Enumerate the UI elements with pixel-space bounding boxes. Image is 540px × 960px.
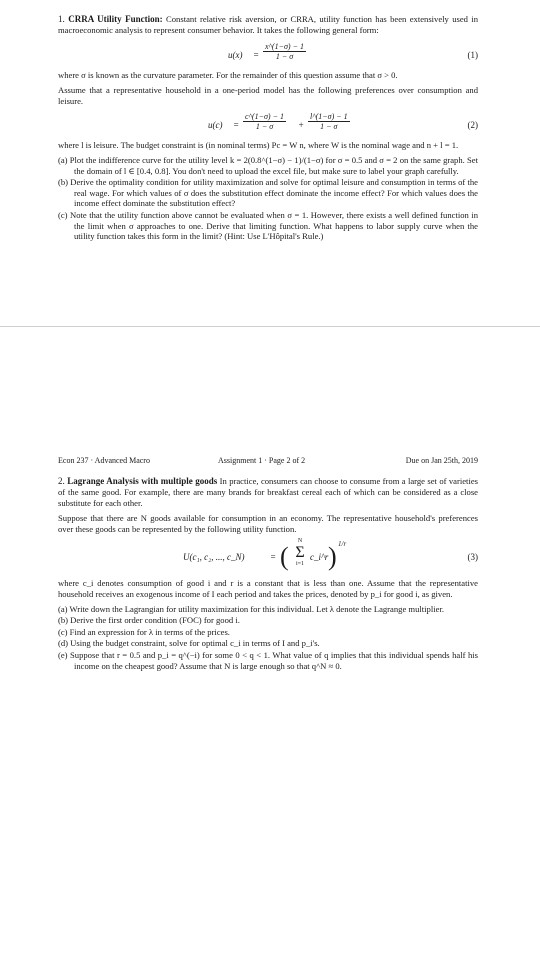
equation-2-tag: (2): [467, 120, 478, 131]
equation-1-tag: (1): [467, 49, 478, 60]
question-1-part-b: (b) Derive the optimality condition for utility maximization and solve for optimal leisure and consumption in terms of the real wage. For which values of σ does the substitution effect dominate the income effect? For which values does the income effect dominate the substitution effect?: [58, 177, 478, 209]
equation-2-fraction-1: $\frac{c\^{}(1-\sigma) - 1}{1 - \sigma}$: [245, 112, 284, 132]
question-2-suppose: Suppose that there are N goods available for consumption in an economy. The representative household's preferences over these goods can be represented by the following utility function.: [58, 513, 478, 534]
question-2-title: Lagrange Analysis with multiple goods: [67, 476, 218, 486]
equation-2-fraction-2: $\frac{l\^{}(1-\sigma) - 1}{1 - \sigma}$: [310, 112, 348, 132]
question-1-part-a: (a) Plot the indifference curve for the utility level k = 2(0.8^(1−σ) − 1)/(1−σ) for σ = 0.5 and σ = 2 on the same graph. Set the domain of l ∈ [0.4, 0.8]. You don't need to upload the excel file, but make sure to label your graph carefully.: [58, 154, 478, 176]
question-2-part-b: (b) Derive the first order condition (FOC) for good i.: [58, 615, 240, 626]
header-course: Econ 237 · Advanced Macro: [58, 456, 150, 465]
equation-3-term: c_i^r: [310, 552, 329, 563]
question-2-intro: [58, 476, 478, 508]
page-divider: [0, 326, 540, 327]
equation-1: u(x) = $\frac{x\^{}(1-\sigma) - 1}{1 - \sigma}$ (1): [228, 41, 478, 61]
header-assignment: Assignment 1 · Page 2 of 2: [218, 456, 306, 465]
question-1-intro: [58, 14, 478, 36]
equation-2-plus: +: [298, 120, 305, 131]
question-1-budget: where l is leisure. The budget constraint is (in nominal terms) Pc = W n, where W is the nominal wage and n + l = 1.: [58, 140, 459, 151]
equation-1-denominator: 1 − σ: [275, 51, 294, 61]
question-2-parts: [58, 604, 478, 672]
question-2-part-d: (d) Using the budget constraint, solve for optimal c_i in terms of I and p_i's.: [58, 638, 320, 649]
question-1-sigma-note: where σ is known as the curvature parameter. For the remainder of this question assume that σ > 0.: [58, 69, 398, 80]
question-1-assume: Assume that a representative household in a one-period model has the following preferences over consumption and leisure.: [58, 85, 478, 106]
equation-1-numerator: x^(1−σ) − 1: [265, 41, 304, 51]
equation-2: u(c) = $\frac{c\^{}(1-\sigma) - 1}{1 - \sigma}$ + $\frac{l\^{}(1-\sigma) - 1}{1 - \sigma}$ (2): [208, 112, 478, 132]
equation-3-tag: (3): [467, 552, 478, 563]
page-2: [0, 328, 540, 672]
equation-3-lhs: U(c₁, c₂, ..., c_N): [183, 552, 245, 563]
equation-2-lhs: u(c): [208, 120, 223, 131]
equation-1-lhs: u(x): [228, 49, 243, 60]
page-1: [0, 0, 540, 326]
equation-3-power: 1/r: [338, 540, 347, 549]
question-2-part-e: (e) Suppose that r = 0.5 and p_i = q^(−i) for some 0 < q < 1. What value of q implies that this individual spends half his income on the cheapest good? Assume that N is large enough so that q^N ≈ 0.: [58, 649, 478, 671]
question-2-number: 2.: [58, 476, 65, 486]
question-1-parts: [58, 155, 478, 242]
question-2-part-c: (c) Find an expression for λ in terms of the prices.: [58, 626, 230, 637]
question-2-intro-text: In practice, consumers can choose to consume from a large set of varieties of the same good. For example, there are many brands for breakfast cereal each of which can be considered as a close substitute for each other.: [58, 476, 478, 508]
question-2-part-a: (a) Write down the Lagrangian for utility maximization for this individual. Let λ denote the Lagrange multiplier.: [58, 603, 444, 614]
question-1-part-c: (c) Note that the utility function above cannot be evaluated when σ = 1. However, there exists a well defined function in the limit when σ approaches to one. Derive that limiting function. What happens to labor supply curve when the utility function takes this form in the limit? (Hint: Use L'Hôpital's Rule.): [58, 209, 478, 242]
page-header: [58, 456, 478, 470]
equation-3-sum: N Σ i=1: [295, 538, 305, 568]
equation-1-fraction: [263, 42, 306, 61]
equation-3: U(c₁, c₂, ..., c_N) = ( N Σ i=1 c_i^r ) 1/r (3): [183, 538, 478, 572]
header-due-date: Due on Jan 25th, 2019: [405, 456, 478, 465]
question-1-intro-text: Constant relative risk aversion, or CRRA, utility function has been extensively used in macroeconomic analysis to represent consumer behavior. It takes the following general form:: [58, 14, 479, 35]
question-2-where: where c_i denotes consumption of good i and r is a constant that is less than one. Assume that the representative household receives an exogenous income of I each period and takes the prices, denoted by p_i for good i, as given.: [58, 578, 478, 599]
question-1-title: CRRA Utility Function:: [68, 14, 163, 24]
question-1-number: 1.: [58, 14, 65, 24]
